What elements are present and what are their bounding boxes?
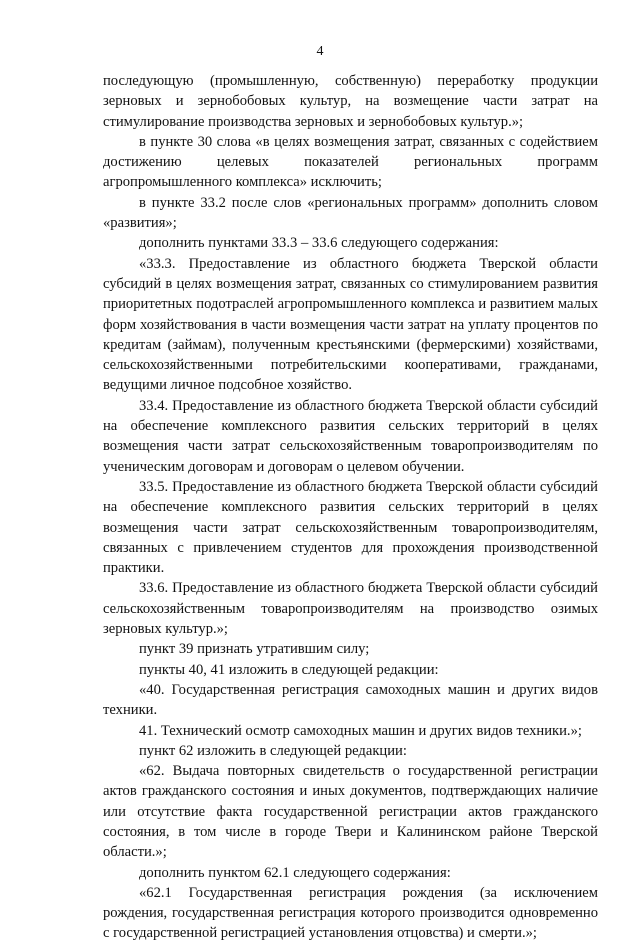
page-number: 4 bbox=[316, 44, 324, 59]
paragraph: «62.1 Государственная регистрация рождения (за исключением рождения, государственная регистрация которого производится одновременно с государственной регистрацией установления отцовства) и смерти.»; bbox=[103, 884, 598, 942]
document-body bbox=[103, 71, 598, 944]
paragraph: пункты 40, 41 изложить в следующей редакции: bbox=[139, 661, 439, 678]
paragraph: дополнить пунктом 62.1 следующего содержания: bbox=[139, 864, 451, 881]
paragraph: «40. Государственная регистрация самоходных машин и других видов техники. bbox=[103, 681, 598, 719]
paragraph: «62. Выдача повторных свидетельств о государственной регистрации актов гражданского состояния и иных документов, подтверждающих наличие или отсутствие факта государственной регистрации актов гражданского состояния, в том числе в городе Твери и Калининском районе Тверской области.»; bbox=[103, 763, 598, 861]
paragraph: пункт 62 изложить в следующей редакции: bbox=[139, 742, 407, 759]
paragraph: «33.3. Предоставление из областного бюджета Тверской области субсидий в целях возмещения затрат, связанных со стимулированием развития приоритетных подотраслей агропромышленного комплекса и развитием малых форм хозяйствования в части возмещения части затрат на уплату процентов по кредитам (займам), полученным крестьянскими (фермерскими) хозяйствами, сельскохозяйственными потребительскими кооперативами, гражданами, ведущими личное подсобное хозяйство. bbox=[103, 255, 598, 394]
paragraph: пункт 39 признать утратившим силу; bbox=[139, 641, 370, 658]
paragraph: дополнить пунктами 33.3 – 33.6 следующего содержания: bbox=[139, 235, 499, 252]
paragraph: 33.6. Предоставление из областного бюджета Тверской области субсидий сельскохозяйственным товаропроизводителям на производство озимых зерновых культур.»; bbox=[103, 580, 598, 638]
paragraph: в пункте 33.2 после слов «региональных программ» дополнить словом «развития»; bbox=[103, 194, 598, 232]
paragraph: 41. Технический осмотр самоходных машин и других видов техники.»; bbox=[139, 722, 582, 739]
paragraph: последующую (промышленную, собственную) переработку продукции зерновых и зернобобовых культур, на возмещение части затрат на стимулирование производства зерновых и зернобобовых культур.»; bbox=[103, 73, 598, 130]
paragraph: 33.4. Предоставление из областного бюджета Тверской области субсидий на обеспечение комплексного развития сельских территорий в целях возмещения части затрат сельскохозяйственным товаропроизводителям по ученическим договорам и договорам о целевом обучении. bbox=[103, 397, 598, 475]
paragraph: 33.5. Предоставление из областного бюджета Тверской области субсидий на обеспечение комплексного развития сельских территорий в целях возмещения части затрат сельскохозяйственным товаропроизводителям, связанных с привлечением студентов для прохождения производственной практики. bbox=[103, 478, 598, 577]
paragraph: в пункте 30 слова «в целях возмещения затрат, связанных с содействием достижению целевых показателей региональных программ агропромышленного комплекса» исключить; bbox=[103, 133, 598, 191]
